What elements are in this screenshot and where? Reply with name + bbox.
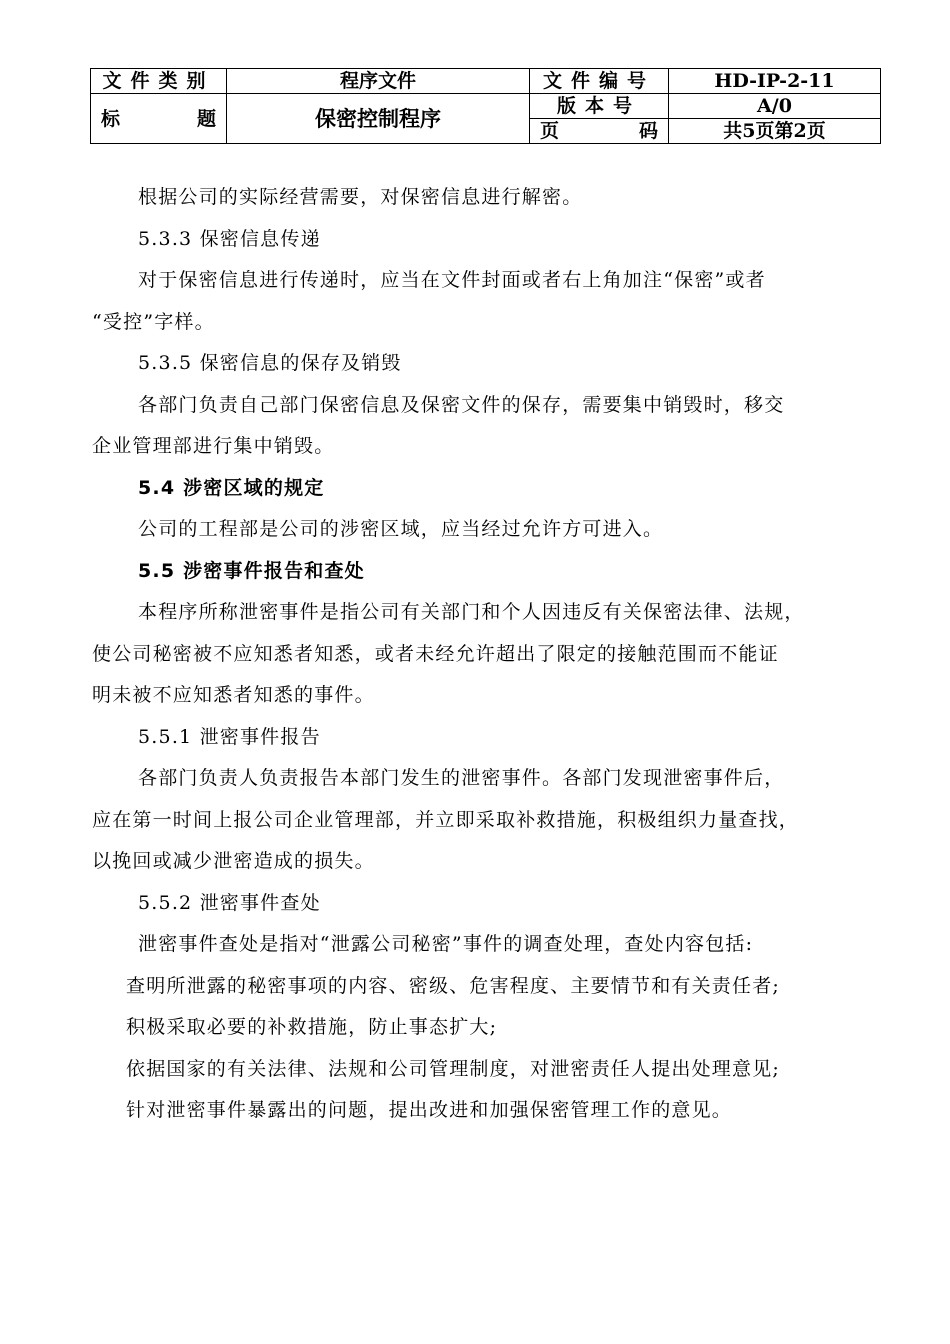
section-heading-5-5: 5.5 涉密事件报告和查处 xyxy=(138,560,365,582)
paragraph-line: 积极采取必要的补救措施，防止事态扩大; xyxy=(126,1016,498,1038)
title-label-2: 题 xyxy=(196,107,216,130)
section-heading-5-4: 5.4 涉密区域的规定 xyxy=(138,477,325,499)
doc-no-label: 文件编号 xyxy=(530,69,669,94)
paragraph-line: 应在第一时间上报公司企业管理部，并立即采取补救措施，积极组织力量查找， xyxy=(92,809,800,831)
version-value: A/0 xyxy=(669,94,881,119)
paragraph-line: 本程序所称泄密事件是指公司有关部门和个人因违反有关保密法律、法规， xyxy=(138,601,805,623)
doc-type-value: 程序文件 xyxy=(227,69,530,94)
version-label: 版本号 xyxy=(530,94,669,119)
paragraph-line: 泄密事件查处是指对“泄露公司秘密”事件的调查处理，查处内容包括: xyxy=(138,933,754,955)
page-label-cell xyxy=(530,119,669,144)
paragraph-line: 依据国家的有关法律、法规和公司管理制度，对泄密责任人提出处理意见; xyxy=(126,1058,781,1080)
paragraph-line: 明未被不应知悉者知悉的事件。 xyxy=(92,684,375,706)
title-value: 保密控制程序 xyxy=(227,94,530,144)
paragraph-line: 各部门负责人负责报告本部门发生的泄密事件。各部门发现泄密事件后， xyxy=(138,767,785,789)
paragraph-line: 针对泄密事件暴露出的问题，提出改进和加强保密管理工作的意见。 xyxy=(126,1099,733,1121)
section-heading-5-3-5: 5.3.5 保密信息的保存及销毁 xyxy=(138,352,402,374)
section-heading-5-5-2: 5.5.2 泄密事件查处 xyxy=(138,892,321,914)
page-label-2: 码 xyxy=(638,120,658,142)
section-heading-5-5-1: 5.5.1 泄密事件报告 xyxy=(138,726,321,748)
paragraph-line: 企业管理部进行集中销毁。 xyxy=(92,435,335,457)
section-heading-5-3-3: 5.3.3 保密信息传递 xyxy=(138,228,321,250)
paragraph-line: 使公司秘密被不应知悉者知悉，或者未经允许超出了限定的接触范围而不能证 xyxy=(92,643,779,665)
paragraph-line: “受控”字样。 xyxy=(92,311,215,333)
page-label-1: 页 xyxy=(540,120,560,142)
doc-no-value: HD-IP-2-11 xyxy=(669,69,881,94)
paragraph-line: 各部门负责自己部门保密信息及保密文件的保存，需要集中销毁时，移交 xyxy=(138,394,785,416)
paragraph-line: 根据公司的实际经营需要，对保密信息进行解密。 xyxy=(138,186,583,208)
page-value: 共5页第2页 xyxy=(669,119,881,144)
title-label-cell xyxy=(91,94,227,144)
paragraph-line: 对于保密信息进行传递时，应当在文件封面或者右上角加注“保密”或者 xyxy=(138,269,766,291)
document-header-table xyxy=(90,68,881,144)
title-label-1: 标 xyxy=(101,107,121,130)
paragraph-line: 以挽回或减少泄密造成的损失。 xyxy=(92,850,375,872)
doc-type-label: 文件类别 xyxy=(91,69,227,94)
paragraph-line: 查明所泄露的秘密事项的内容、密级、危害程度、主要情节和有关责任者; xyxy=(126,975,781,997)
paragraph-line: 公司的工程部是公司的涉密区域，应当经过允许方可进入。 xyxy=(138,518,664,540)
